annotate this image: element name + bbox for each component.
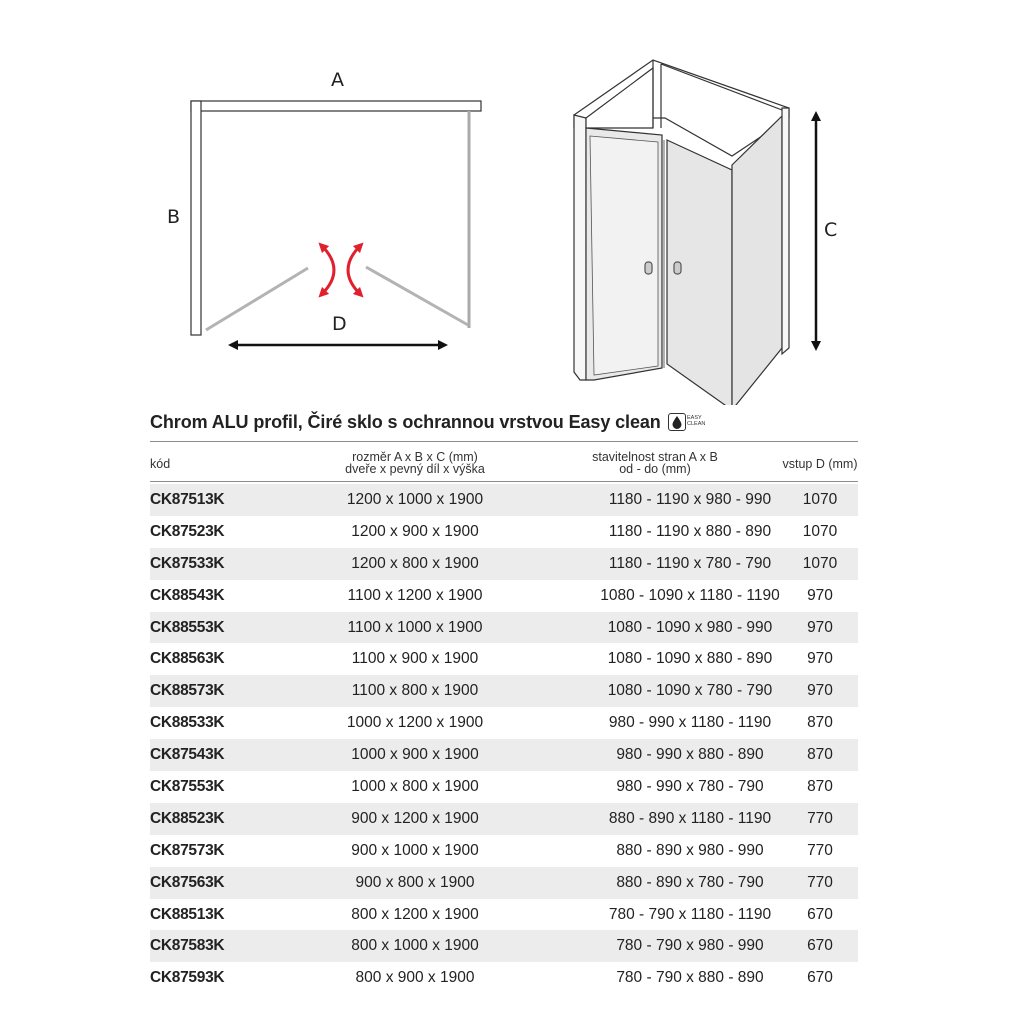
header-code: kód: [150, 457, 171, 471]
header-entry-d: vstup D (mm): [782, 457, 858, 471]
cell-dimensions: 1100 x 900 x 1900: [351, 650, 479, 668]
swing-arrow-left-icon: [322, 246, 334, 294]
cell-entry-d: 870: [807, 746, 833, 764]
header-adjustability-line-2: od - do (mm): [619, 462, 691, 476]
table-row: [150, 899, 858, 931]
product-title-row: [150, 412, 860, 436]
cell-adjustability: 880 - 890 x 980 - 990: [616, 841, 764, 859]
diagram-area: [0, 0, 1024, 405]
door-handle-left: [645, 262, 652, 274]
header-adjustability-line-1: stavitelnost stran A x B: [592, 450, 718, 464]
easy-clean-badge: [668, 413, 717, 433]
cell-code: CK88543K: [150, 586, 225, 604]
cell-code: CK87593K: [150, 969, 225, 987]
table-row: [150, 803, 858, 835]
cell-entry-d: 670: [807, 905, 833, 923]
dimension-label-c: C: [824, 219, 838, 241]
water-drop-icon: [668, 413, 686, 431]
cell-adjustability: 880 - 890 x 1180 - 1190: [608, 809, 772, 827]
table-row: [150, 835, 858, 867]
dimension-label-a: A: [331, 69, 344, 91]
door-handle-right: [674, 262, 681, 274]
product-table: [150, 484, 858, 994]
cell-entry-d: 970: [807, 618, 833, 636]
cell-dimensions: 800 x 1000 x 1900: [351, 937, 479, 955]
swing-arrow-right-icon: [348, 246, 360, 294]
header-dimensions-line-2: dveře x pevný díl x výška: [345, 462, 485, 476]
table-row: [150, 548, 858, 580]
cell-dimensions: 900 x 1000 x 1900: [351, 841, 479, 859]
cell-adjustability: 1080 - 1090 x 1180 - 1190: [600, 586, 780, 604]
divider-top: [150, 441, 858, 442]
cell-code: CK88573K: [150, 682, 225, 700]
dimension-label-d: D: [332, 313, 347, 335]
cell-code: CK88513K: [150, 905, 225, 923]
cell-adjustability: 980 - 990 x 880 - 890: [616, 746, 764, 764]
header-dimensions-line-1: rozměr A x B x C (mm): [352, 450, 478, 464]
cell-dimensions: 1100 x 800 x 1900: [351, 682, 479, 700]
divider-header: [150, 481, 858, 482]
badge-line-1: EASY: [687, 415, 702, 421]
cell-adjustability: 1180 - 1190 x 780 - 790: [608, 554, 772, 572]
cell-entry-d: 970: [807, 586, 833, 604]
diagrams-svg: [0, 0, 1024, 405]
side-profile-b: [191, 101, 201, 335]
cell-dimensions: 800 x 1200 x 1900: [351, 905, 479, 923]
cell-code: CK88563K: [150, 650, 225, 668]
left-door-swing: [206, 268, 308, 330]
cell-code: CK87533K: [150, 554, 225, 572]
cell-entry-d: 870: [807, 778, 833, 796]
top-view-plan: [191, 101, 481, 345]
top-profile-a: [191, 101, 481, 111]
cell-entry-d: 970: [807, 682, 833, 700]
cell-entry-d: 870: [807, 714, 833, 732]
cell-code: CK87543K: [150, 746, 225, 764]
right-door-swing: [366, 267, 468, 325]
cell-adjustability: 1180 - 1190 x 980 - 990: [608, 491, 772, 508]
table-row: [150, 739, 858, 771]
cell-dimensions: 1100 x 1200 x 1900: [347, 586, 483, 604]
cell-dimensions: 1000 x 1200 x 1900: [346, 714, 484, 732]
table-row: [150, 707, 858, 739]
cell-dimensions: 1200 x 800 x 1900: [351, 554, 479, 572]
cell-code: CK88553K: [150, 618, 225, 636]
cell-adjustability: 780 - 790 x 880 - 890: [616, 969, 764, 987]
table-row: [150, 771, 858, 803]
cell-dimensions: 1000 x 800 x 1900: [351, 778, 479, 796]
cell-entry-d: 970: [807, 650, 833, 668]
cell-entry-d: 1070: [802, 491, 838, 508]
cell-adjustability: 1080 - 1090 x 880 - 890: [607, 650, 773, 668]
cell-code: CK88523K: [150, 809, 225, 827]
cell-adjustability: 780 - 790 x 980 - 990: [616, 937, 764, 955]
cell-code: CK87563K: [150, 873, 225, 891]
cell-code: CK87583K: [150, 937, 225, 955]
cell-dimensions: 1200 x 900 x 1900: [351, 522, 479, 540]
table-row: [150, 930, 858, 962]
cell-dimensions: 900 x 800 x 1900: [355, 873, 475, 891]
header-adjustability: [495, 451, 815, 475]
cell-adjustability: 780 - 790 x 1180 - 1190: [608, 905, 772, 923]
cell-dimensions: 1200 x 1000 x 1900: [346, 491, 484, 508]
table-row: [150, 643, 858, 675]
badge-line-2: CLEAN: [687, 421, 706, 427]
cell-adjustability: 1180 - 1190 x 880 - 890: [608, 522, 772, 540]
cell-code: CK87573K: [150, 841, 225, 859]
table-row: [150, 612, 858, 644]
cell-adjustability: 980 - 990 x 1180 - 1190: [608, 714, 772, 732]
table-row: [150, 962, 858, 994]
cell-dimensions: 1100 x 1000 x 1900: [347, 618, 483, 636]
cell-entry-d: 670: [807, 937, 833, 955]
right-wall-profile: [782, 108, 789, 354]
cell-code: CK87523K: [150, 522, 225, 540]
product-title: Chrom ALU profil, Čiré sklo s ochrannou vrstvou Easy clean: [150, 412, 661, 432]
cell-adjustability: 980 - 990 x 780 - 790: [616, 778, 764, 796]
table-row: [150, 484, 858, 516]
cell-adjustability: 880 - 890 x 780 - 790: [616, 873, 764, 891]
left-wall-profile: [574, 115, 586, 380]
cell-dimensions: 1000 x 900 x 1900: [351, 746, 479, 764]
cell-entry-d: 1070: [802, 554, 838, 572]
cell-entry-d: 1070: [802, 522, 838, 540]
cell-entry-d: 770: [807, 809, 833, 827]
cell-dimensions: 800 x 900 x 1900: [355, 969, 475, 987]
cell-code: CK87513K: [150, 491, 225, 508]
dimension-label-b: B: [167, 206, 181, 228]
perspective-view: [574, 60, 816, 405]
cell-entry-d: 770: [807, 841, 833, 859]
table-row: [150, 516, 858, 548]
cell-adjustability: 1080 - 1090 x 980 - 990: [607, 618, 773, 636]
table-row: [150, 867, 858, 899]
cell-dimensions: 900 x 1200 x 1900: [351, 809, 479, 827]
table-row: [150, 580, 858, 612]
cell-entry-d: 770: [807, 873, 833, 891]
cell-code: CK88533K: [150, 714, 225, 732]
fixed-side-panel: [732, 116, 782, 405]
badge-label: [687, 415, 705, 427]
cell-code: CK87553K: [150, 778, 225, 796]
table-row: [150, 675, 858, 707]
cell-entry-d: 670: [807, 969, 833, 987]
cell-adjustability: 1080 - 1090 x 780 - 790: [607, 682, 773, 700]
